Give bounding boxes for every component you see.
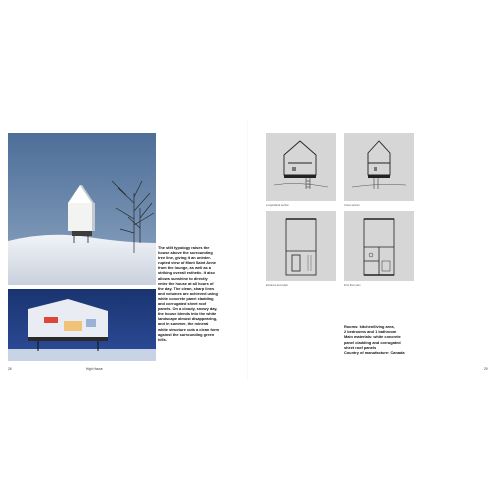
drawing-caption: Longitudinal section [266,204,289,207]
drawing-caption: Entrance level plan [266,284,289,287]
running-head: High House [86,367,103,371]
longitudinal-section-drawing [266,133,336,201]
house-night-photo [8,289,156,361]
drawing-caption: First floor plan [344,284,361,287]
body-text: The stilt typology raises the house above the surrounding tree line, giving it an uninter- rupted view of Mont Saint Anne from the lounge, as well as a striking overall esthetic. It also allows sunshine to directly enter the house at all hours of the day. The clean, sharp lines and volumes are achieved using white concrete panel cladding and corrugated sheet roof panels. On a cloudy, snowy day, the house blends into the white landscape almost disappearing, and in summer, the mineral white structure cuts a clean form against the surrounding green hills. [158,245,219,342]
first-floor-plan-drawing [344,211,414,281]
entrance-level-plan-drawing [266,211,336,281]
house-day-photo [8,133,156,285]
right-page [248,0,496,496]
drawing-caption: Cross section [344,204,360,207]
project-specs: Rooms: kitchen/living area, 2 bedrooms and 1 bathroom Main materials: white concrete panel cladding and corrugated sheet roof panels Country of manufacture: Canada [344,324,405,356]
page-number-left: 26 [8,367,12,371]
cross-section-drawing [344,133,414,201]
page-number-right: 29 [484,367,488,371]
